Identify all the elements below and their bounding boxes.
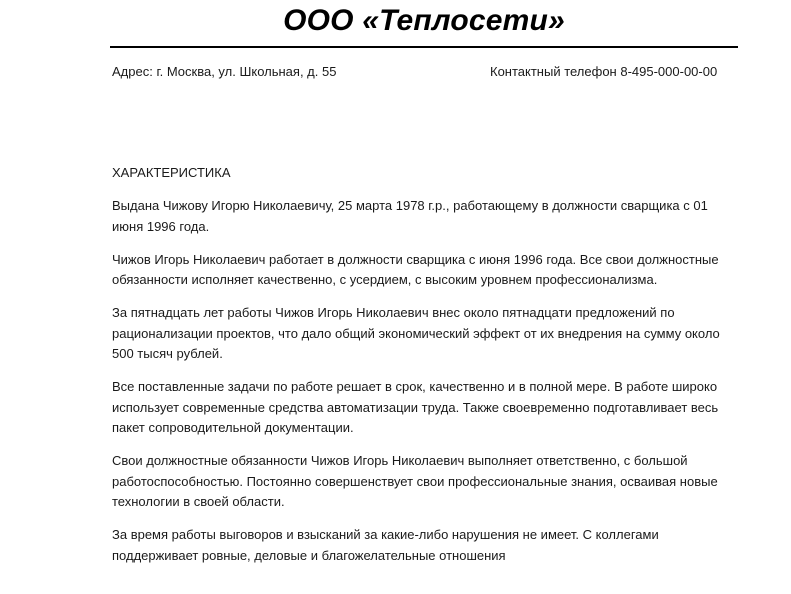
company-title: ООО «Теплосети» — [283, 4, 565, 37]
header-divider — [110, 46, 738, 48]
document-heading: ХАРАКТЕРИСТИКА — [112, 165, 231, 180]
company-address: Адрес: г. Москва, ул. Школьная, д. 55 — [112, 64, 337, 79]
paragraph-discipline: За время работы выговоров и взысканий за какие-либо нарушения не имеет. С коллегами поддерживает ровные, деловые и благожелательные отношения — [112, 527, 659, 563]
company-phone: Контактный телефон 8-495-000-00-00 — [490, 64, 718, 79]
document-body — [112, 163, 736, 579]
paragraph-position: Чижов Игорь Николаевич работает в должности сварщика с июня 1996 года. Все свои должностные обязанности исполняет качественно, с усердием, с высоким уровнем профессионализма. — [112, 251, 719, 287]
contact-row — [112, 62, 732, 82]
paragraph-achievements: За пятнадцать лет работы Чижов Игорь Николаевич внес около пятнадцати предложений по рационализации проектов, что дало общий экономический эффект от их внедрения на сумму около 500 тысяч рублей. — [112, 305, 720, 361]
paragraph-responsibility: Свои должностные обязанности Чижов Игорь Николаевич выполняет ответственно, с большой работоспособностью. Постоянно совершенствует свои профессиональные знания, осваивая новые технологии в своей области. — [112, 453, 718, 509]
paragraph-tasks: Все поставленные задачи по работе решает в срок, качественно и в полной мере. В работе широко использует современные средства автоматизации труда. Также своевременно подготавливает весь пакет сопроводительной документации. — [112, 379, 719, 435]
paragraph-issued-to: Выдана Чижову Игорю Николаевичу, 25 марта 1978 г.р., работающему в должности сварщика с 01 июня 1996 года. — [112, 198, 708, 234]
